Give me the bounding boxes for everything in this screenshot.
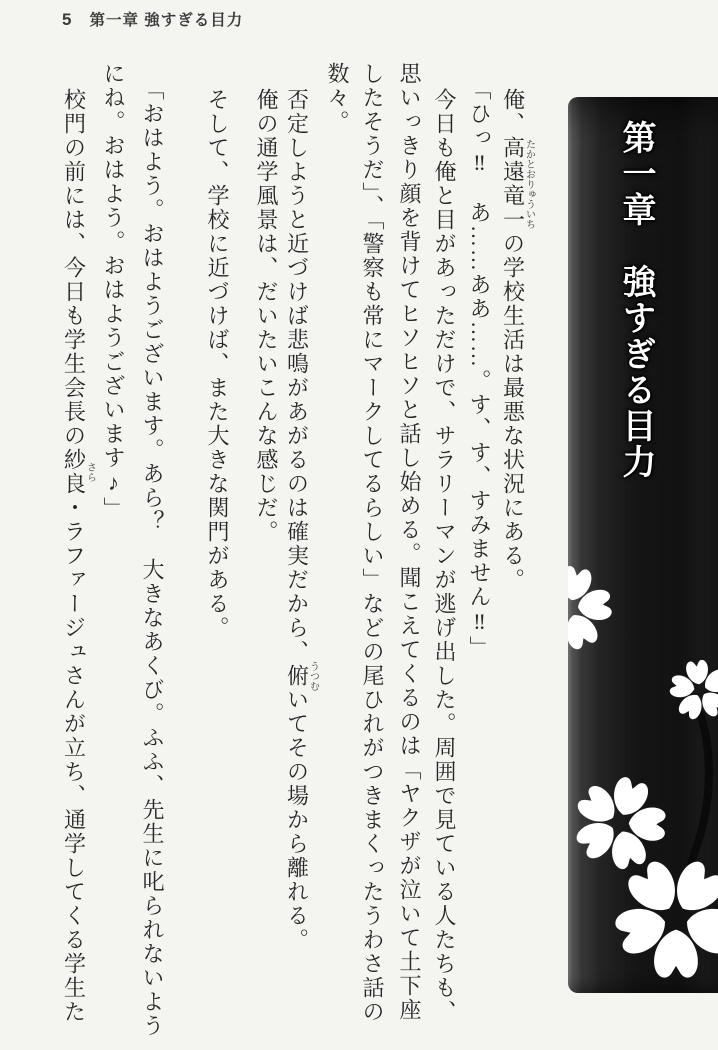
sakura-flower-icon: [568, 559, 621, 659]
text-column-4: 思いっきり顔を背けてヒソヒソと話し始める。聞こえてくるのは「ヤクザが泣いて土下座: [397, 62, 422, 1022]
branch-silhouette: [690, 715, 709, 881]
chapter-title-banner: [568, 97, 718, 993]
sakura-flower-icon: [568, 764, 681, 883]
text-column-10: 「おはよう。おはようございます。あら？ 大きなあくび。ふふ、先生に叱られないよう: [140, 78, 165, 1038]
text-column-2: 「ひっ‼ あ……ああ……。す、す、すみません‼」: [467, 78, 492, 660]
text-column-5: したそうだ」、「警察も常にマークしてるらしい」などの尾ひれがつきまくったうわさ話の: [360, 62, 385, 1024]
text-column-3: 今日も俺と目があっただけで、サラリーマンが逃げ出した。周囲で見ている人たちも、: [432, 88, 457, 1024]
page-number: 5: [62, 10, 73, 29]
text-column-8: 俺の通学風景は、だいたいこんな感じだ。: [254, 88, 279, 544]
text-column-9: そして、学校に近づけば、また大きな関門がある。: [205, 88, 230, 640]
text-column-11: にね。おはよう。おはようございます♪」: [101, 62, 126, 521]
text-column-12: 校門の前には、今日も学生会長の紗良さら・ラファージュさんが立ち、通学してくる学生た: [61, 88, 96, 1024]
text-column-7: 否定しようと近づけば悲鳴があがるのは確実だから、俯うつむいてその場から離れる。: [284, 88, 319, 952]
text-column-6: 数々。: [325, 62, 350, 134]
sakura-flower-icon: [589, 832, 718, 993]
running-header: 第一章 強すぎる目力: [89, 12, 244, 29]
text-column-1: 俺、高遠竜一たかとおりゅういちの学校生活は最悪な状況にある。: [500, 88, 535, 592]
page-header: [62, 8, 243, 30]
chapter-title: 第一章 強すぎる目力: [617, 120, 655, 480]
sakura-flower-icon: [665, 656, 718, 724]
